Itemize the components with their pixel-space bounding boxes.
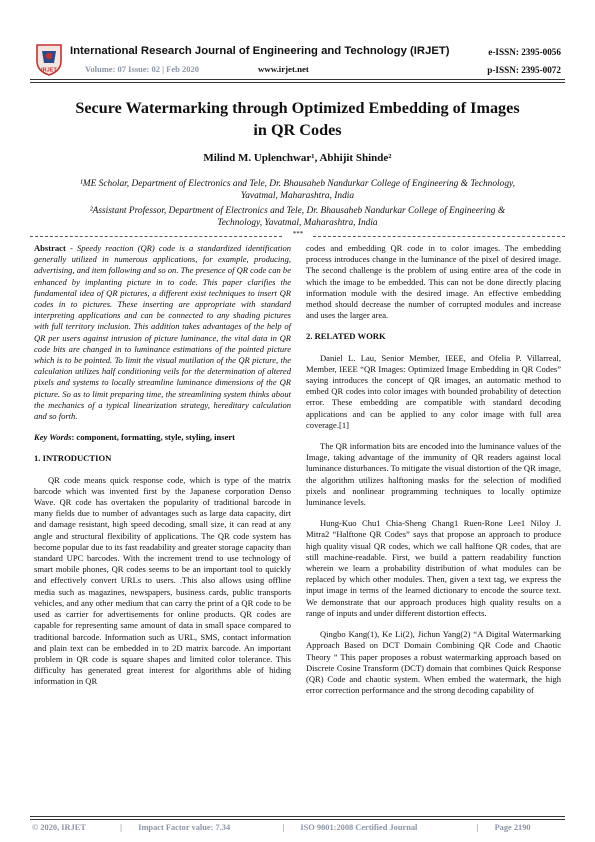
footer-iso: ISO 9001:2008 Certified Journal xyxy=(300,823,418,832)
page-header xyxy=(0,0,595,88)
abstract-text: - Speedy reaction (QR) code is a standardized identification generally utilized in numerous applications, for example, producing, advertising, and item following and so on. The presence of QR code can be enhanced by implanting picture in to code. This paper clarifies the fundamental idea of QR pictures, a different exist techniques to insert QR codes in to pictures. These inserting are appropriate with standard interpreting applications and can be connected to any shading pictures with full territory inclusion. This addition takes advantages of the help of QR per users against intrusion of picture luminance, the vital data in QR code bits are changed in to luminance estimations of the pointed picture which is to be pointed. To limit the visual mutilation of the QR picture, the calculation utilizes half conditioning veils for the determination of altered pixels and systems to locally streamline luminance dimensions of the QR picture. So as to limit preparing time, the streamlining system thinks about the mechanics of a typical linearization strategy, hereditary calculation and so forth. xyxy=(34,243,291,422)
affiliation-1-line-2: Yavatmal, Maharashtra, India xyxy=(240,190,355,201)
p-issn: p-ISSN: 2395-0072 xyxy=(487,65,561,75)
keywords xyxy=(34,432,291,443)
section-heading-related-work: 2. RELATED WORK xyxy=(306,331,386,342)
footer-rule xyxy=(30,816,565,817)
introduction-continued: codes and embedding QR code in to color images. The embedding process introduces change in the luminance of the pixel of desired image. The second challenge is the problem of using entire area of the code in which the image to be embedded. This can not be done directly placing information module with the desired image. An effective embedding method should decrease the number of corrupted modules and increase and uses the larger area. xyxy=(306,243,561,321)
footer-page-number: Page 2190 xyxy=(494,823,531,832)
paper-authors: Milind M. Uplenchwar¹, Abhijit Shinde² xyxy=(203,152,392,164)
introduction-paragraph: QR code means quick response code, which is type of the matrix barcode which was invented first by the Japanese corporation Denso Wave. QR code has overtaken the popularity of traditional barcode in many fields due to number of advantages such as large data capacity, dirt and damage resistant, high speed decoding, small size, it can read at any angle and structural flexibility of applications. The QR code system has become popular due to its fast readability and greater storage capacity than standard UPC barcodes. With the increment trend to use technology of smart mobile phones, QR codes seems to be an important tool to quickly and effectively convert URLs to users. .This also allows using offline media such as magazines, newspapers, business cards, public transports vehicles, and any other medium that can carry the print of a QR code to be used as carrier for advertisements for online products. QR codes are capable for representing same amount of data in small space compared to traditional barcode. Information such as URL, SMS, contact information and plain text can be embedded in to 2D matrix barcode. An important problem in QR code is square shapes and limited color tolerance. This difficulty has generated great interest for algorithms able of hiding information in QR xyxy=(34,474,291,687)
paper-title xyxy=(40,97,555,141)
affiliation-2 xyxy=(34,206,561,230)
right-column xyxy=(306,243,561,696)
affiliation-2-line-2: Technology, Yavatmal, Maharashtra, India xyxy=(217,217,378,228)
volume-issue: Volume: 07 Issue: 02 | Feb 2020 xyxy=(85,64,199,74)
e-issn: e-ISSN: 2395-0056 xyxy=(488,47,561,57)
header-rule xyxy=(30,79,565,80)
svg-text:IRJET: IRJET xyxy=(41,67,57,74)
footer-separator: | xyxy=(476,823,479,832)
irjet-logo-icon xyxy=(34,43,64,76)
footer-impact-factor: Impact Factor value: 7.34 xyxy=(138,823,231,832)
journal-name: International Research Journal of Engineering and Technology (IRJET) xyxy=(70,45,450,57)
keywords-text: : component, formatting, style, styling, insert xyxy=(71,432,235,443)
footer-copyright: © 2020, IRJET xyxy=(32,823,86,832)
section-separator xyxy=(30,230,565,239)
abstract-label: Abstract xyxy=(34,243,66,253)
related-work-paragraph-3: Hung-Kuo Chu1 Chia-Sheng Chang1 Ruen-Rone Lee1 Niloy J. Mitra2 “Halftone QR Codes” says that propose an approach to produce high quality visual QR codes, which we call halftone QR codes, that are still machine-readable. First, we build a pattern readability function wherein we learn a probability distribution of what modules can be replaced by which other modules. Then, given a text tag, we express the input image in terms of the learned dictionary to encode the source text. We demonstrate that our approach produces high quality results on a range of inputs and under different distortion effects. xyxy=(306,518,561,618)
footer-separator: | xyxy=(282,823,285,832)
affiliation-1 xyxy=(34,179,561,203)
paper-title-line-2: in QR Codes xyxy=(253,121,342,139)
related-work-paragraph-4: Qingbo Kang(1), Ke Li(2), Jichun Yang(2) “A Digital Watermarking Approach Based on DCT Domain Combining QR Code and Chaotic Theory ” This paper proposes a robust watermarking approach based on Discrete Cosine Transform (DCT) domain that combines Quick Response (QR) Code and chaotic system. When embed the watermark, the high error correction performance and the strong decoding capability of xyxy=(306,629,561,696)
separator-line-left xyxy=(30,236,282,237)
separator-stars: *** xyxy=(292,230,304,238)
section-heading-introduction: 1. INTRODUCTION xyxy=(34,453,112,464)
header-rule-2 xyxy=(30,82,565,83)
abstract xyxy=(34,243,291,422)
affiliation-2-line-1: ²Assistant Professor, Department of Electronics and Tele, Dr. Bhausaheb Nandurkar College of Engineering & xyxy=(89,206,506,216)
footer-rule-2 xyxy=(30,819,565,820)
page-footer xyxy=(32,823,563,832)
footer-separator: | xyxy=(120,823,123,832)
paper-title-line-1: Secure Watermarking through Optimized Embedding of Images xyxy=(75,99,520,117)
separator-line-right xyxy=(313,236,565,237)
related-work-paragraph-2: The QR information bits are encoded into the luminance values of the Image, taking advantage of the immunity of QR readers against local luminance disturbances. To mitigate the visual distortion of the QR image, the algorithm utilizes halftoning masks for the selection of modified pixels and nonlinear programming techniques to locally optimize luminance levels. xyxy=(306,441,561,508)
left-column xyxy=(34,243,291,688)
affiliation-1-line-1: ¹ME Scholar, Department of Electronics and Tele, Dr. Bhausaheb Nandurkar College of Engineering & Technology, xyxy=(79,179,516,189)
keywords-label: Key Words xyxy=(34,432,72,443)
journal-website[interactable]: www.irjet.net xyxy=(258,64,309,74)
related-work-paragraph-1: Daniel L. Lau, Senior Member, IEEE, and Ofelia P. Villarreal, Member, IEEE “QR Images: Optimized Image Embedding in QR Codes” saying introduces the concept of QR images, an automatic method to embed QR codes into color images with bounded probability of detection error. These embedding are compatible with standard decoding applications and can be applied to any color image with full area coverage.[1] xyxy=(306,352,561,430)
